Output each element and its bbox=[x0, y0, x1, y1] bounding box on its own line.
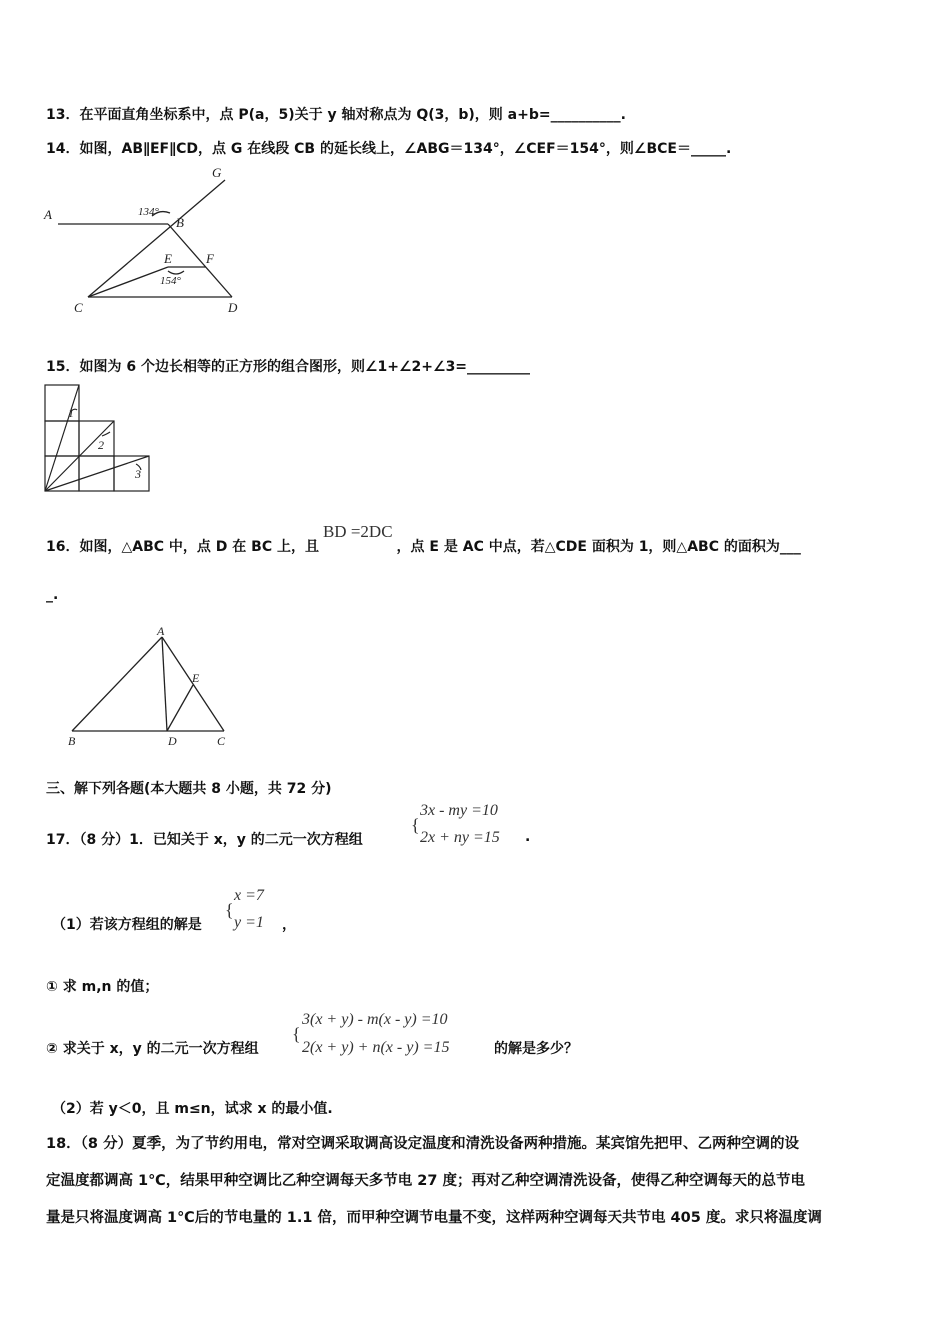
label-angle-134: 134° bbox=[138, 206, 159, 218]
label-g: G bbox=[212, 165, 222, 180]
segment-de bbox=[167, 685, 193, 731]
label-f: F bbox=[206, 251, 214, 266]
figure-q14-parallel-lines bbox=[40, 163, 260, 318]
label-e: E bbox=[192, 671, 200, 685]
line-ce bbox=[88, 267, 168, 297]
q18-line-2: 定温度都调高 1℃，结果甲种空调比乙种空调每天多节电 27 度；再对乙种空调清洗设备，使得乙种空调每天的总节电 bbox=[46, 1173, 805, 1189]
q17-sub1: ① 求 m,n 的值； bbox=[46, 979, 159, 995]
q18-line-1: 18．（8 分）夏季，为了节约用电，常对空调采取调高设定温度和清洗设备两种措施。某宾馆先把甲、乙两种空调的设 bbox=[46, 1136, 800, 1152]
label-angle-1: 1 bbox=[68, 406, 74, 420]
angle-cef-arc bbox=[168, 271, 184, 274]
question-18 bbox=[46, 1126, 908, 1237]
label-b: B bbox=[176, 215, 184, 230]
q17-eq1: 3x - my =10 bbox=[420, 802, 498, 819]
q17-part2: （2）若 y＜0，且 m≤n，试求 x 的最小值. bbox=[52, 1101, 333, 1117]
q17-prefix: 17．（8 分）1．已知关于 x，y 的二元一次方程组 bbox=[46, 832, 363, 848]
diagonal-1 bbox=[45, 385, 79, 491]
label-a: A bbox=[157, 625, 165, 638]
q17-system-brace: { bbox=[411, 815, 420, 835]
question-14: 14．如图，AB∥EF∥CD，点 G 在线段 CB 的延长线上，∠ABG＝134°，∠CEF＝154°，则∠BCE＝_____. bbox=[46, 141, 732, 157]
q17-solution-brace: { bbox=[225, 900, 234, 920]
question-13: 13．在平面直角坐标系中，点 P(a，5)关于 y 轴对称点为 Q(3，b)，则 a+b=__________. bbox=[46, 107, 626, 123]
figure-q15-squares bbox=[44, 384, 154, 496]
label-d: D bbox=[168, 734, 177, 748]
q17-part1-prefix: （1）若该方程组的解是 bbox=[52, 917, 202, 933]
q17-sub2-suffix: 的解是多少？ bbox=[494, 1041, 578, 1057]
q17-eq2: 2x + ny =15 bbox=[420, 829, 500, 846]
side-ab bbox=[72, 637, 162, 731]
q17-part1-suffix: ， bbox=[282, 917, 296, 933]
q17-sub2 bbox=[46, 1038, 259, 1058]
question-17 bbox=[46, 829, 363, 849]
q16-prefix: 16．如图，△ABC 中，点 D 在 BC 上，且 bbox=[46, 539, 319, 555]
q17-eq3: 3(x + y) - m(x - y) =10 bbox=[302, 1011, 448, 1028]
q17-part1 bbox=[52, 914, 202, 934]
q16-suffix: ，点 E 是 AC 中点，若△CDE 面积为 1，则△ABC 的面积为___ bbox=[396, 539, 801, 555]
label-d: D bbox=[228, 300, 238, 315]
label-angle-154: 154° bbox=[160, 275, 181, 287]
q17-suffix: . bbox=[525, 829, 531, 845]
q16-tail: _. bbox=[46, 587, 59, 603]
label-c: C bbox=[74, 300, 83, 315]
label-a: A bbox=[44, 207, 52, 222]
question-15: 15．如图为 6 个边长相等的正方形的组合图形，则∠1+∠2+∠3=_________ bbox=[46, 359, 531, 375]
q16-formula: BD =2DC bbox=[322, 522, 393, 541]
label-angle-3: 3 bbox=[135, 467, 141, 481]
figure-q16-triangle bbox=[62, 625, 237, 750]
label-b: B bbox=[68, 734, 76, 748]
q17-eq4: 2(x + y) + n(x - y) =15 bbox=[302, 1039, 450, 1056]
segment-ad bbox=[162, 637, 167, 731]
q17-sol2: y =1 bbox=[234, 914, 264, 931]
q17-sub2-brace: { bbox=[292, 1024, 301, 1044]
q17-sol1: x =7 bbox=[234, 887, 264, 904]
question-16 bbox=[46, 522, 801, 556]
label-angle-2: 2 bbox=[98, 438, 104, 452]
section-3-heading: 三、解下列各题(本大题共 8 小题，共 72 分) bbox=[46, 781, 332, 797]
q17-sub2-prefix: ② 求关于 x，y 的二元一次方程组 bbox=[46, 1041, 259, 1057]
q18-line-3: 量是只将温度调高 1℃后的节电量的 1.1 倍，而甲种空调节电量不变，这样两种空调每天共节电 405 度。求只将温度调 bbox=[46, 1210, 822, 1226]
square-6 bbox=[114, 456, 149, 491]
label-c: C bbox=[217, 734, 226, 748]
line-cg bbox=[88, 180, 225, 297]
label-e: E bbox=[164, 251, 172, 266]
diagonal-3 bbox=[45, 456, 149, 491]
